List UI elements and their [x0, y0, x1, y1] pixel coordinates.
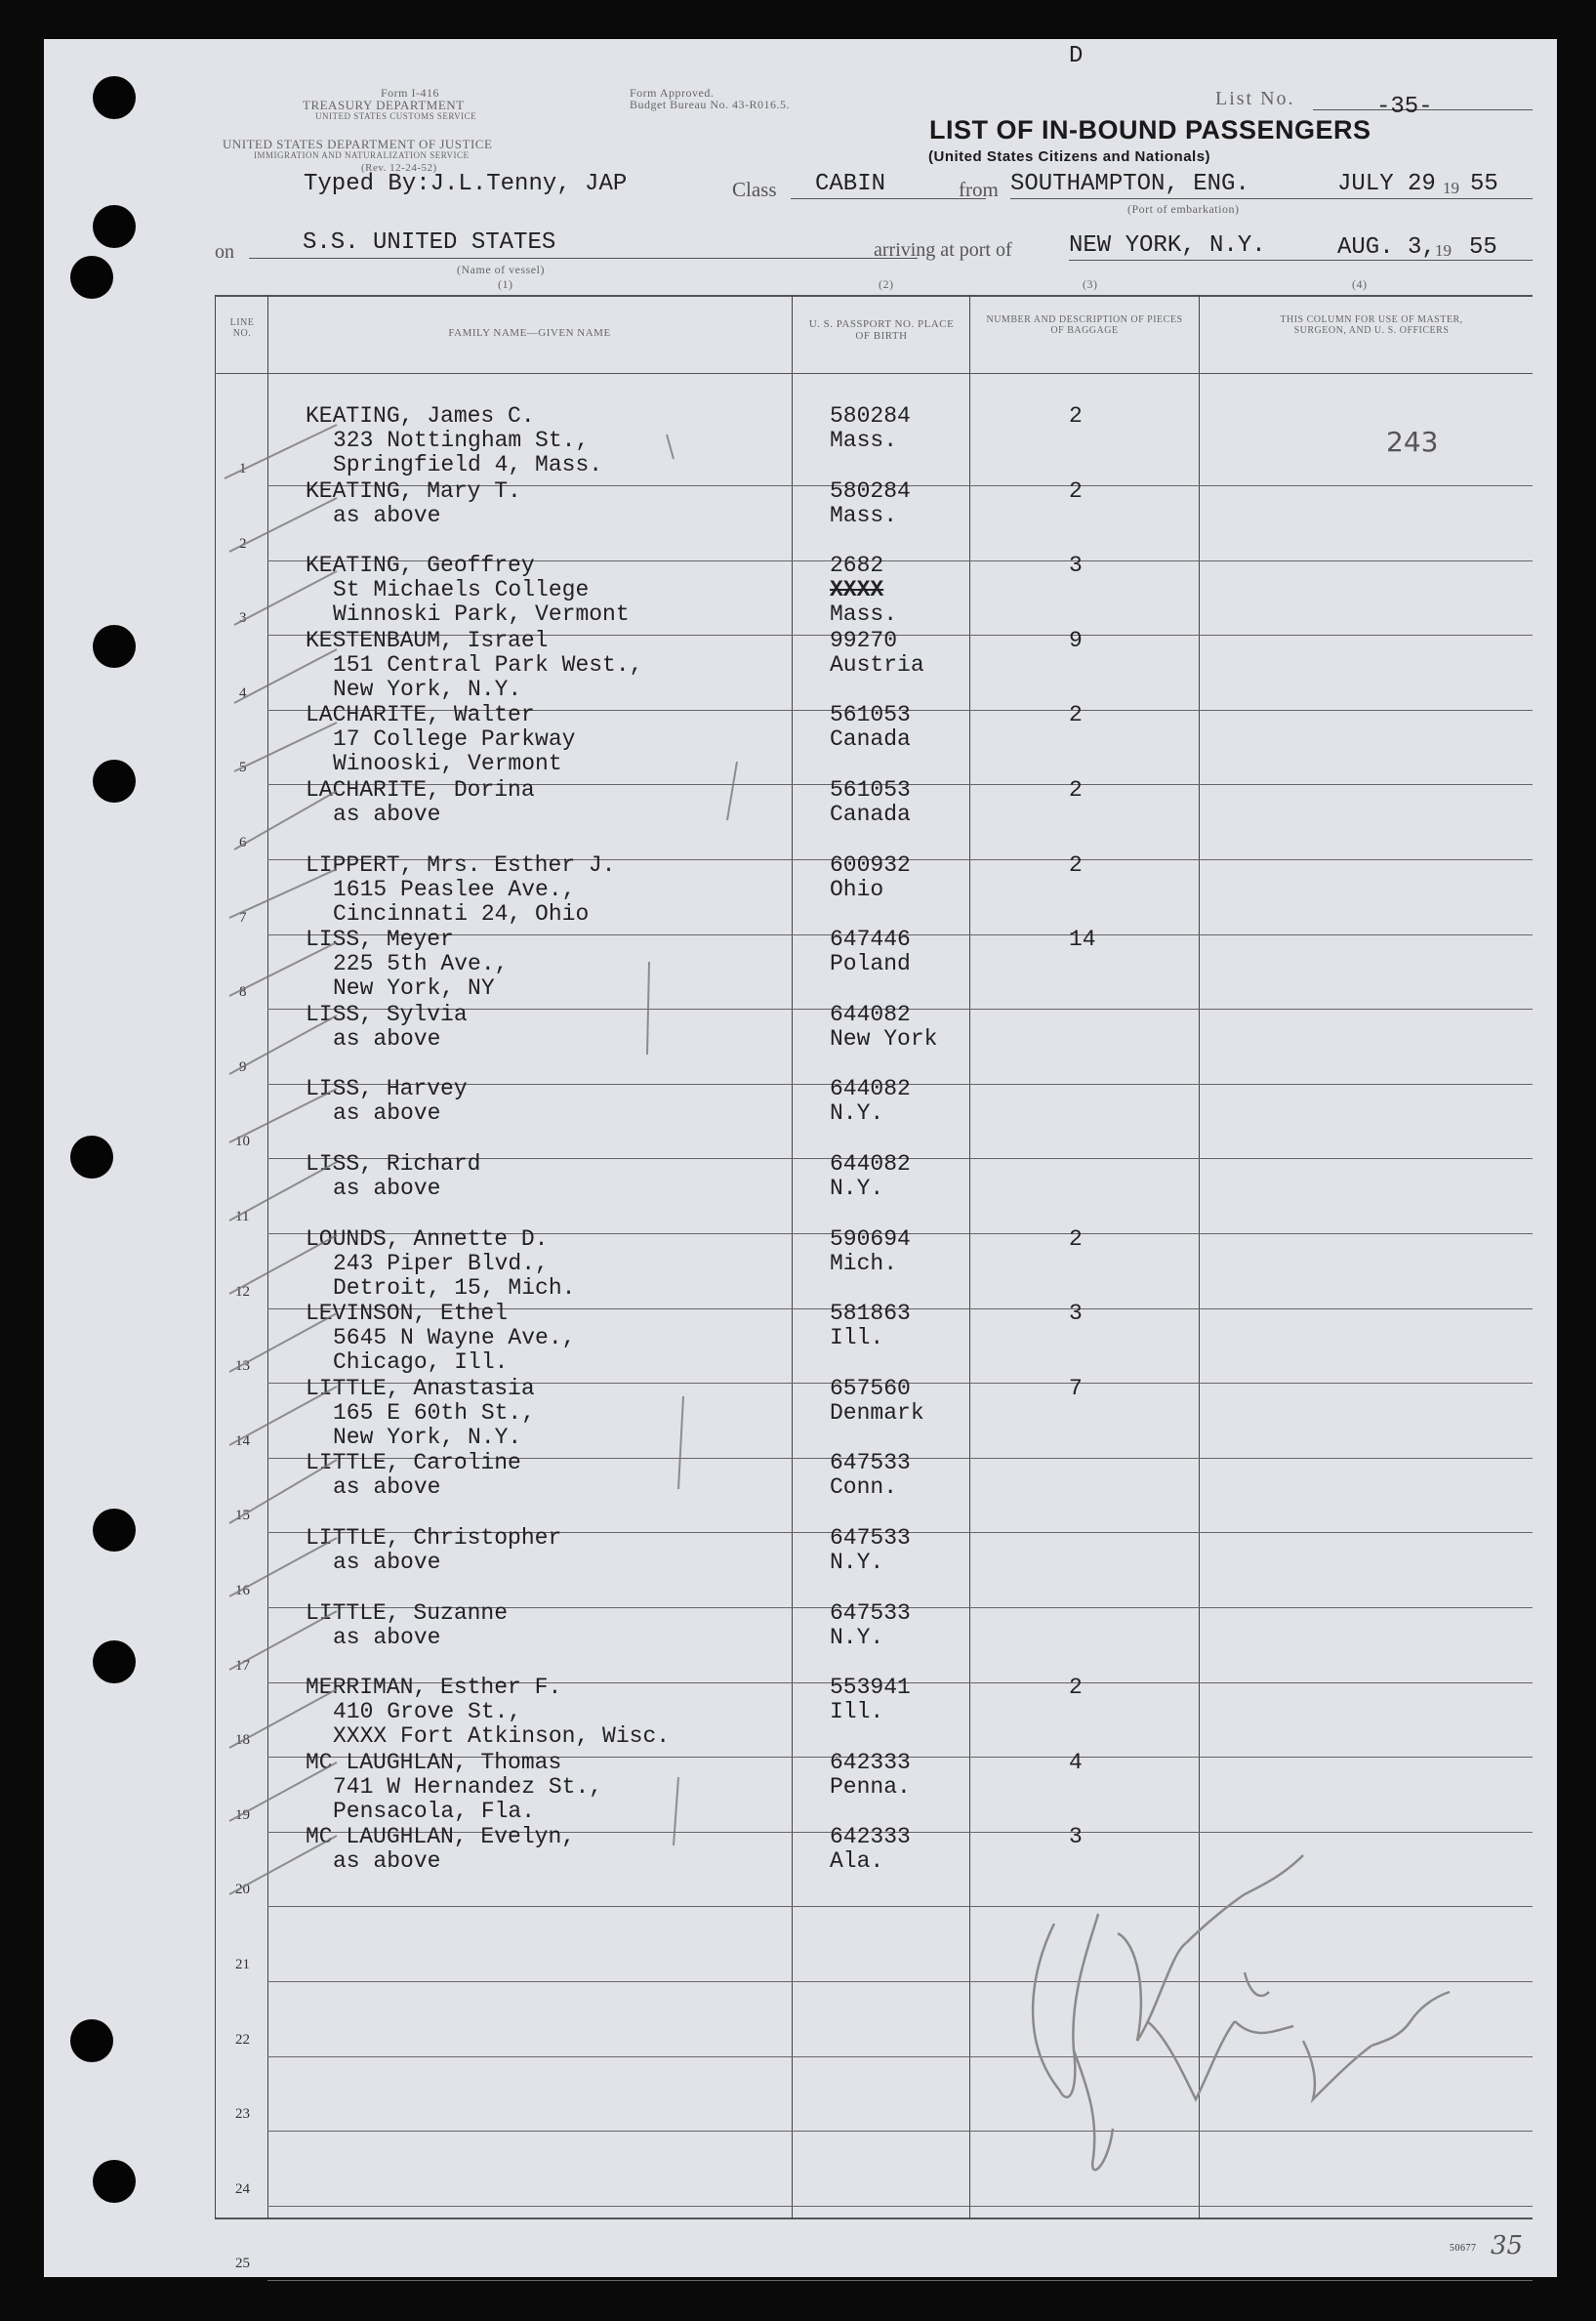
- row-number: 22: [235, 2031, 250, 2048]
- passenger-address-1: 741 W Hernandez St.,: [333, 1773, 603, 1800]
- passenger-name: KEATING, Geoffrey: [306, 553, 535, 579]
- list-no-label: List No.: [1215, 88, 1295, 109]
- customs-service: UNITED STATES CUSTOMS SERVICE: [315, 111, 477, 121]
- baggage-count: 3: [1069, 1301, 1083, 1327]
- place-of-birth: N.Y.: [830, 1100, 884, 1127]
- passenger-name: LISS, Meyer: [306, 927, 454, 953]
- passenger-name: LACHARITE, Dorina: [306, 777, 535, 803]
- page-mark: 35: [1491, 2231, 1524, 2260]
- place-of-birth: Ala.: [830, 1848, 884, 1875]
- passenger-name: LACHARITE, Walter: [306, 702, 535, 728]
- passport-number: 580284: [830, 403, 911, 429]
- row-number: 8: [239, 984, 247, 1001]
- arrival-year: 55: [1469, 234, 1497, 261]
- passport-number: 600932: [830, 851, 911, 878]
- row-number: 4: [239, 684, 247, 701]
- passenger-address-2: Springfield 4, Mass.: [333, 452, 603, 477]
- place-of-birth: N.Y.: [830, 1550, 884, 1575]
- col3-index: (3): [1083, 277, 1098, 291]
- row-number: 18: [235, 1732, 250, 1749]
- punch-hole: [93, 760, 136, 803]
- passenger-address-1: as above: [333, 1176, 441, 1201]
- passenger-address-1: as above: [333, 1848, 441, 1875]
- place-of-birth: Penna.: [830, 1773, 911, 1800]
- passenger-name: LISS, Richard: [306, 1151, 481, 1177]
- col4-index: (4): [1352, 277, 1368, 291]
- passenger-address-2: Pensacola, Fla.: [333, 1798, 536, 1824]
- passport-number: 647533: [830, 1599, 911, 1626]
- passenger-address-1: 243 Piper Blvd.,: [333, 1250, 549, 1276]
- passenger-name: MC LAUGHLAN, Thomas: [306, 1749, 562, 1775]
- page-subtitle: (United States Citizens and Nationals): [928, 148, 1211, 165]
- row-number: 13: [235, 1358, 250, 1375]
- passport-number: 561053: [830, 777, 911, 803]
- col-header-name: FAMILY NAME—GIVEN NAME: [448, 327, 611, 339]
- passenger-name: LISS, Harvey: [306, 1076, 468, 1102]
- list-no-value: -35-: [1376, 94, 1433, 120]
- row-number: 15: [235, 1508, 250, 1524]
- passport-number: 647533: [830, 1450, 911, 1476]
- baggage-count: 14: [1069, 927, 1096, 953]
- on-label: on: [215, 241, 234, 263]
- passenger-address-1: as above: [333, 502, 441, 528]
- row-number: 16: [235, 1583, 250, 1598]
- place-of-birth: Ill.: [830, 1325, 884, 1351]
- officer-note: 243: [1386, 426, 1439, 458]
- row-number: 10: [235, 1134, 250, 1150]
- passenger-address-1: as above: [333, 802, 441, 827]
- passenger-address-1: as above: [333, 1624, 441, 1650]
- baggage-count: 4: [1069, 1749, 1083, 1775]
- col-header-line-no: LINE NO.: [229, 317, 255, 339]
- passport-number: 2682: [830, 553, 884, 579]
- passenger-address-2: New York, N.Y.: [333, 676, 522, 702]
- row-number: 24: [235, 2180, 250, 2197]
- passenger-name: LITTLE, Christopher: [306, 1525, 562, 1551]
- passenger-name: LITTLE, Suzanne: [306, 1599, 509, 1626]
- punch-hole: [93, 1509, 136, 1552]
- place-of-birth: Conn.: [830, 1474, 898, 1501]
- baggage-count: 2: [1069, 702, 1083, 728]
- place-of-birth: Mass.: [830, 601, 898, 628]
- passenger-address-1: 323 Nottingham St.,: [333, 428, 590, 453]
- row-divider: [267, 2280, 1533, 2281]
- row-number: 6: [239, 835, 247, 850]
- row-number: 14: [235, 1432, 250, 1449]
- row-number: 12: [235, 1283, 250, 1300]
- baggage-count: 2: [1069, 1225, 1083, 1252]
- passport-number: 642333: [830, 1824, 911, 1850]
- handwritten-signature: [1001, 1797, 1469, 2207]
- arrival-port: NEW YORK, N.Y.: [1069, 232, 1266, 259]
- passenger-address-2: New York, N.Y.: [333, 1424, 522, 1450]
- passenger-address-1: 151 Central Park West.,: [333, 651, 643, 678]
- class-label: Class: [732, 178, 777, 201]
- departure-date: JULY 29: [1337, 171, 1436, 197]
- passport-number: 99270: [830, 627, 898, 653]
- ins-service: IMMIGRATION AND NATURALIZATION SERVICE: [254, 150, 470, 160]
- manifest-sheet: [44, 39, 1557, 2277]
- passenger-address-2: XXXX Fort Atkinson, Wisc.: [333, 1723, 671, 1750]
- passenger-name: KEATING, Mary T.: [306, 477, 521, 504]
- place-of-birth: N.Y.: [830, 1176, 884, 1201]
- passenger-address-1: 225 5th Ave.,: [333, 951, 509, 977]
- budget-bureau: Budget Bureau No. 43-R016.5.: [630, 98, 790, 111]
- vessel-name: S.S. UNITED STATES: [303, 229, 556, 256]
- place-of-birth: Ill.: [830, 1699, 884, 1725]
- from-value: SOUTHAMPTON, ENG.: [1010, 171, 1249, 197]
- revision: (Rev. 12-24-52): [361, 162, 437, 174]
- passenger-address-1: 410 Grove St.,: [333, 1699, 522, 1725]
- place-of-birth: Canada: [830, 726, 911, 753]
- col2-index: (2): [879, 277, 894, 291]
- print-code: 50677: [1450, 2243, 1477, 2254]
- baggage-count: 3: [1069, 553, 1083, 579]
- passport-number: 644082: [830, 1151, 911, 1177]
- passport-number: 580284: [830, 477, 911, 504]
- passport-number: 642333: [830, 1749, 911, 1775]
- passenger-name: LITTLE, Caroline: [306, 1450, 521, 1476]
- passenger-address-2: New York, NY: [333, 975, 495, 1002]
- baggage-count: 2: [1069, 403, 1083, 429]
- place-of-birth: New York: [830, 1025, 938, 1052]
- arrival-date: AUG. 3,: [1337, 234, 1436, 261]
- baggage-count: 9: [1069, 627, 1083, 653]
- passenger-name: LOUNDS, Annette D.: [306, 1225, 549, 1252]
- arrival-century: 19: [1435, 241, 1452, 260]
- punch-hole: [70, 1136, 113, 1179]
- corner-mark: D: [1069, 43, 1084, 69]
- passenger-address-1: as above: [333, 1550, 441, 1575]
- row-number: 5: [239, 760, 247, 776]
- row-number: 7: [239, 909, 247, 926]
- treasury-dept: TREASURY DEPARTMENT: [303, 98, 465, 112]
- passenger-address-2: Winooski, Vermont: [333, 751, 562, 777]
- punch-hole: [93, 1640, 136, 1683]
- passenger-address-1: 165 E 60th St.,: [333, 1399, 536, 1426]
- departure-year: 55: [1470, 171, 1498, 197]
- punch-hole: [93, 625, 136, 668]
- passport-number: 644082: [830, 1001, 911, 1027]
- passport-number: 581863: [830, 1301, 911, 1327]
- punch-hole: [70, 256, 113, 299]
- from-label: from: [959, 178, 999, 201]
- passenger-name: LEVINSON, Ethel: [306, 1301, 509, 1327]
- page-title: LIST OF IN-BOUND PASSENGERS: [929, 115, 1371, 145]
- place-of-birth: Mass.: [830, 502, 898, 528]
- passenger-name: KEATING, James C.: [306, 403, 535, 429]
- passport-number: 561053: [830, 702, 911, 728]
- justice-dept: UNITED STATES DEPARTMENT OF JUSTICE: [223, 137, 493, 151]
- row-number: 17: [235, 1657, 250, 1674]
- place-of-birth: Mich.: [830, 1250, 898, 1276]
- passenger-name: MERRIMAN, Esther F.: [306, 1675, 562, 1701]
- passport-number: 644082: [830, 1076, 911, 1102]
- col-header-baggage: NUMBER AND DESCRIPTION OF PIECES OF BAGGAGE: [986, 314, 1183, 336]
- baggage-count: 3: [1069, 1824, 1083, 1850]
- row-number: 19: [235, 1806, 250, 1823]
- passenger-name: LIPPERT, Mrs. Esther J.: [306, 851, 616, 878]
- col-header-passport: U. S. PASSPORT NO. PLACE OF BIRTH: [808, 318, 955, 342]
- passenger-address-1: St Michaels College: [333, 577, 590, 603]
- passenger-name: LITTLE, Anastasia: [306, 1375, 535, 1401]
- punch-hole: [93, 205, 136, 248]
- baggage-count: 2: [1069, 1675, 1083, 1701]
- passenger-address-2: Winnoski Park, Vermont: [333, 601, 630, 628]
- baggage-count: 2: [1069, 777, 1083, 803]
- passenger-address-1: 1615 Peaslee Ave.,: [333, 876, 576, 902]
- punch-hole: [93, 76, 136, 119]
- passenger-address-1: as above: [333, 1025, 441, 1052]
- class-value: CABIN: [815, 171, 886, 197]
- struck-text: XXXX: [830, 577, 884, 603]
- place-of-birth: Canada: [830, 802, 911, 827]
- place-of-birth: Denmark: [830, 1399, 924, 1426]
- col1-index: (1): [498, 277, 513, 291]
- place-of-birth: Ohio: [830, 876, 884, 902]
- departure-century: 19: [1443, 179, 1459, 197]
- row-number: 11: [235, 1209, 250, 1224]
- row-number: 9: [239, 1058, 247, 1075]
- place-of-birth: N.Y.: [830, 1624, 884, 1650]
- passport-number: 657560: [830, 1375, 911, 1401]
- passport-number: 647446: [830, 927, 911, 953]
- baggage-count: 7: [1069, 1375, 1083, 1401]
- passenger-address-1: as above: [333, 1474, 441, 1501]
- passenger-name: LISS, Sylvia: [306, 1001, 468, 1027]
- passenger-address-1: 5645 N Wayne Ave.,: [333, 1325, 576, 1351]
- passenger-address-1: as above: [333, 1100, 441, 1127]
- passport-number: 647533: [830, 1525, 911, 1551]
- passport-number: 553941: [830, 1675, 911, 1701]
- row-number: 21: [235, 1957, 250, 1972]
- port-embark-label: (Port of embarkation): [1127, 202, 1240, 216]
- place-of-birth: Austria: [830, 651, 924, 678]
- baggage-count: 2: [1069, 851, 1083, 878]
- passenger-name: KESTENBAUM, Israel: [306, 627, 549, 653]
- punch-hole: [70, 2019, 113, 2062]
- typed-by: Typed By:J.L.Tenny, JAP: [304, 171, 628, 197]
- row-number: 2: [239, 535, 247, 552]
- col-header-officers: THIS COLUMN FOR USE OF MASTER, SURGEON, AND U. S. OFFICERS: [1280, 314, 1463, 336]
- form-number: Form I-416: [381, 86, 439, 100]
- passenger-address-2: Cincinnati 24, Ohio: [333, 900, 590, 927]
- passenger-name: MC LAUGHLAN, Evelyn,: [306, 1824, 576, 1850]
- row-number: 3: [239, 610, 247, 627]
- vessel-label: (Name of vessel): [457, 263, 545, 276]
- form-approved: Form Approved.: [630, 86, 715, 100]
- baggage-count: 2: [1069, 477, 1083, 504]
- passenger-address-2: Detroit, 15, Mich.: [333, 1274, 576, 1301]
- row-number: 25: [235, 2256, 250, 2272]
- row-number: 23: [235, 2106, 250, 2123]
- punch-hole: [93, 2160, 136, 2203]
- place-of-birth: Poland: [830, 951, 911, 977]
- place-of-birth: Mass.: [830, 428, 898, 453]
- arriving-label: arriving at port of: [874, 239, 1012, 261]
- row-number: 20: [235, 1882, 250, 1898]
- passport-number: 590694: [830, 1225, 911, 1252]
- passenger-address-1: 17 College Parkway: [333, 726, 576, 753]
- row-number: 1: [239, 461, 247, 477]
- passenger-address-2: Chicago, Ill.: [333, 1349, 509, 1376]
